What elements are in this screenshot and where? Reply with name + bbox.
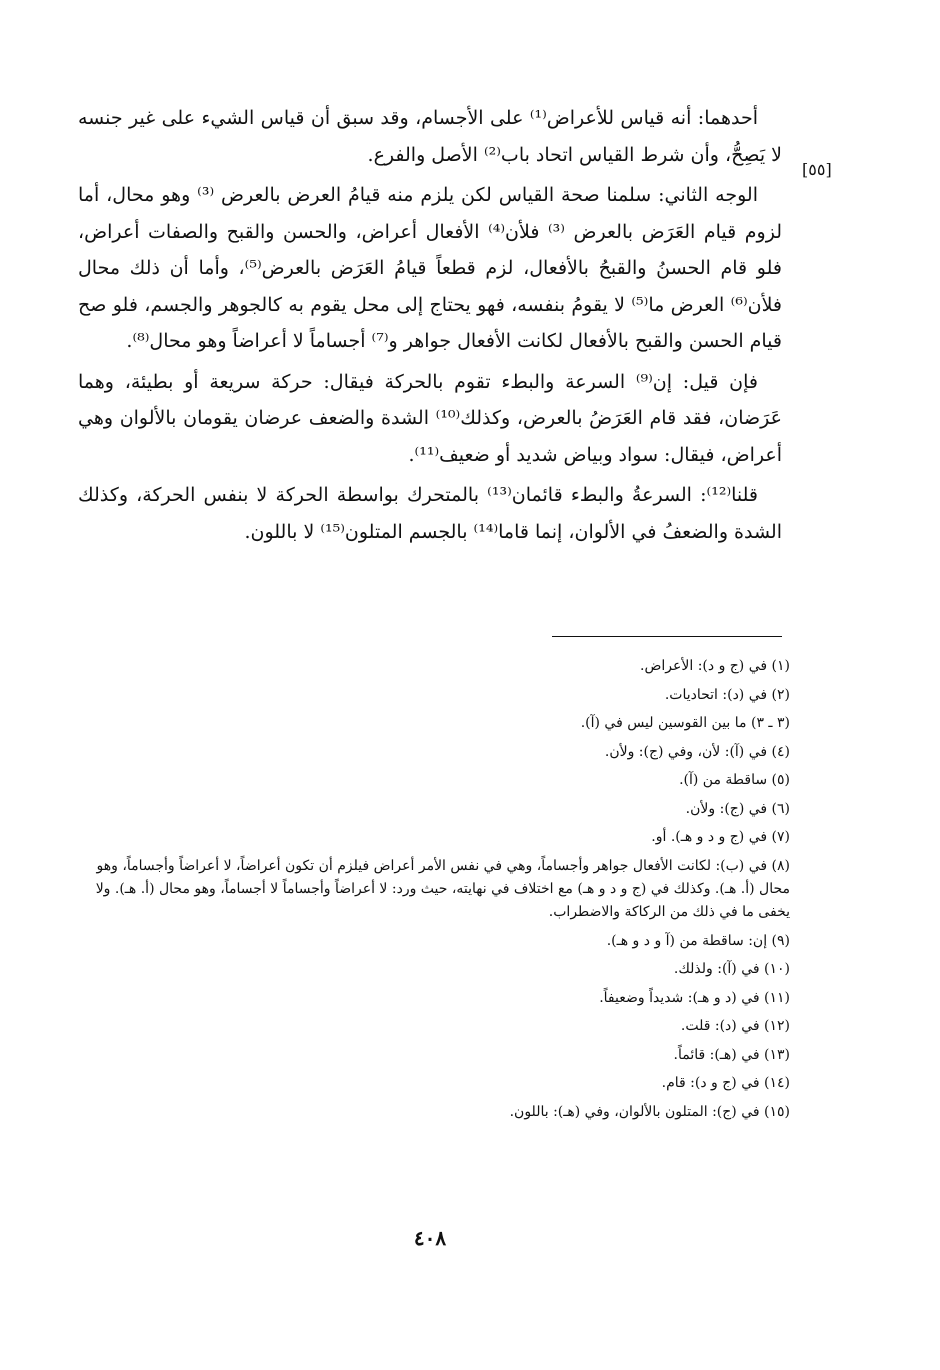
paragraph-reply: قلنا⁽¹²⁾: السرعةُ والبطء قائمان⁽¹³⁾ بالمتحرك بواسطة الحركة لا بنفس الحركة، وكذلك الشدة والضعفُ في الألوان، إنما قاما⁽¹⁴⁾ بالجسم المتلون⁽¹⁵⁾ لا باللون.: [78, 484, 782, 543]
footnote-item: (١٣) في (هـ): قائماً.: [673, 1046, 790, 1063]
page-marker: [٥٥]: [802, 160, 832, 179]
footnote-item: (٥) ساقطة من (آ).: [679, 772, 790, 788]
footnote-item: (٩) إن: ساقطة من (آ و د و هـ).: [606, 932, 790, 949]
footnote-separator: [552, 636, 782, 637]
footnote-item: (١٠) في (آ): ولذلك.: [673, 961, 790, 977]
paragraph-first-aspect: أحدهما: أنه قياس للأعراض⁽¹⁾ على الأجسام، وقد سبق أن قياس الشيء على غير جنسه لا يَصِحُّ، وأن شرط القياس اتحاد باب⁽²⁾ الأصل والفرع.: [78, 107, 782, 166]
footnote-item: (٢) في (د): اتحاديات.: [664, 686, 790, 703]
page-number: ٤٠٨: [413, 1226, 447, 1250]
footnote-item: (٤) في (آ): لأن، وفي (ج): ولأن.: [604, 743, 790, 760]
footnote-item: (١١) في (د و هـ): شديداً وضعيفاً.: [599, 989, 790, 1006]
footnote-item: (٣ ـ ٣) ما بين القوسين ليس في (آ).: [580, 715, 790, 731]
footnote-item: (٦) في (ج): ولأن.: [685, 800, 790, 817]
footnote-item: (١٢) في (د): قلت.: [680, 1018, 790, 1034]
footnote-item: (١٤) في (ج و د): قام.: [661, 1075, 790, 1091]
footnote-item: (١٥) في (ج): المتلون بالألوان، وفي (هـ): باللون.: [509, 1103, 790, 1120]
footnotes-list: [78, 652, 790, 1126]
footnote-item: (١) في (ج و د): الأعراض.: [640, 658, 790, 674]
footnote-item: (٧) في (ج و د و هـ). أو.: [651, 829, 790, 845]
main-text: [78, 100, 782, 554]
paragraph-second-aspect: الوجه الثاني: سلمنا صحة القياس لكن يلزم منه قيامُ العرض بالعرض ⁽³⁾ وهو محال، أما لزوم قيام العَرَض بالعرض ⁽³⁾ فلأن⁽⁴⁾ الأفعال أعراض، والحسن والقبح والصفات أعراض، فلو قام الحسنُ والقبحُ بالأفعال، لزم قطعاً قيامُ العَرَض بالعرض⁽⁵⁾، وأما أن ذلك محال فلأن⁽⁶⁾ العرض ما⁽⁵⁾ لا يقومُ بنفسه، فهو يحتاج إلى محل يقوم به كالجوهر والجسم، فلو صح قيام الحسن والقبح بالأفعال لكانت الأفعال جواهر و⁽⁷⁾ أجساماً لا أعراضاً وهو محال⁽⁸⁾.: [78, 184, 782, 352]
paragraph-objection: فإن قيل: إن⁽⁹⁾ السرعة والبطء تقوم بالحركة فيقال: حركة سريعة أو بطيئة، وهما عَرَضان، فقد قام العَرَضُ بالعرض، وكذلك⁽¹⁰⁾ الشدة والضعف عرضان يقومان بالألوان وهي أعراض، فيقال: سواد وبياض شديد أو ضعيف⁽¹¹⁾.: [78, 370, 783, 466]
footnote-item: (٨) في (ب): لكانت الأفعال جواهر وأجساماً، وهي في نفس الأمر أعراض فيلزم أن تكون أعراضاً، لا أعراضاً وأجساماً، وهو محال (أ. هـ). وكذلك في (ج و د و هـ) مع اختلاف في نهايته، حيث ورد: لا أعراضاً وأجساماً لا أجساماً، وهو محال (أ. هـ). ولا يخفى ما في ذلك من الركاكة والاضطراب.: [95, 857, 790, 920]
